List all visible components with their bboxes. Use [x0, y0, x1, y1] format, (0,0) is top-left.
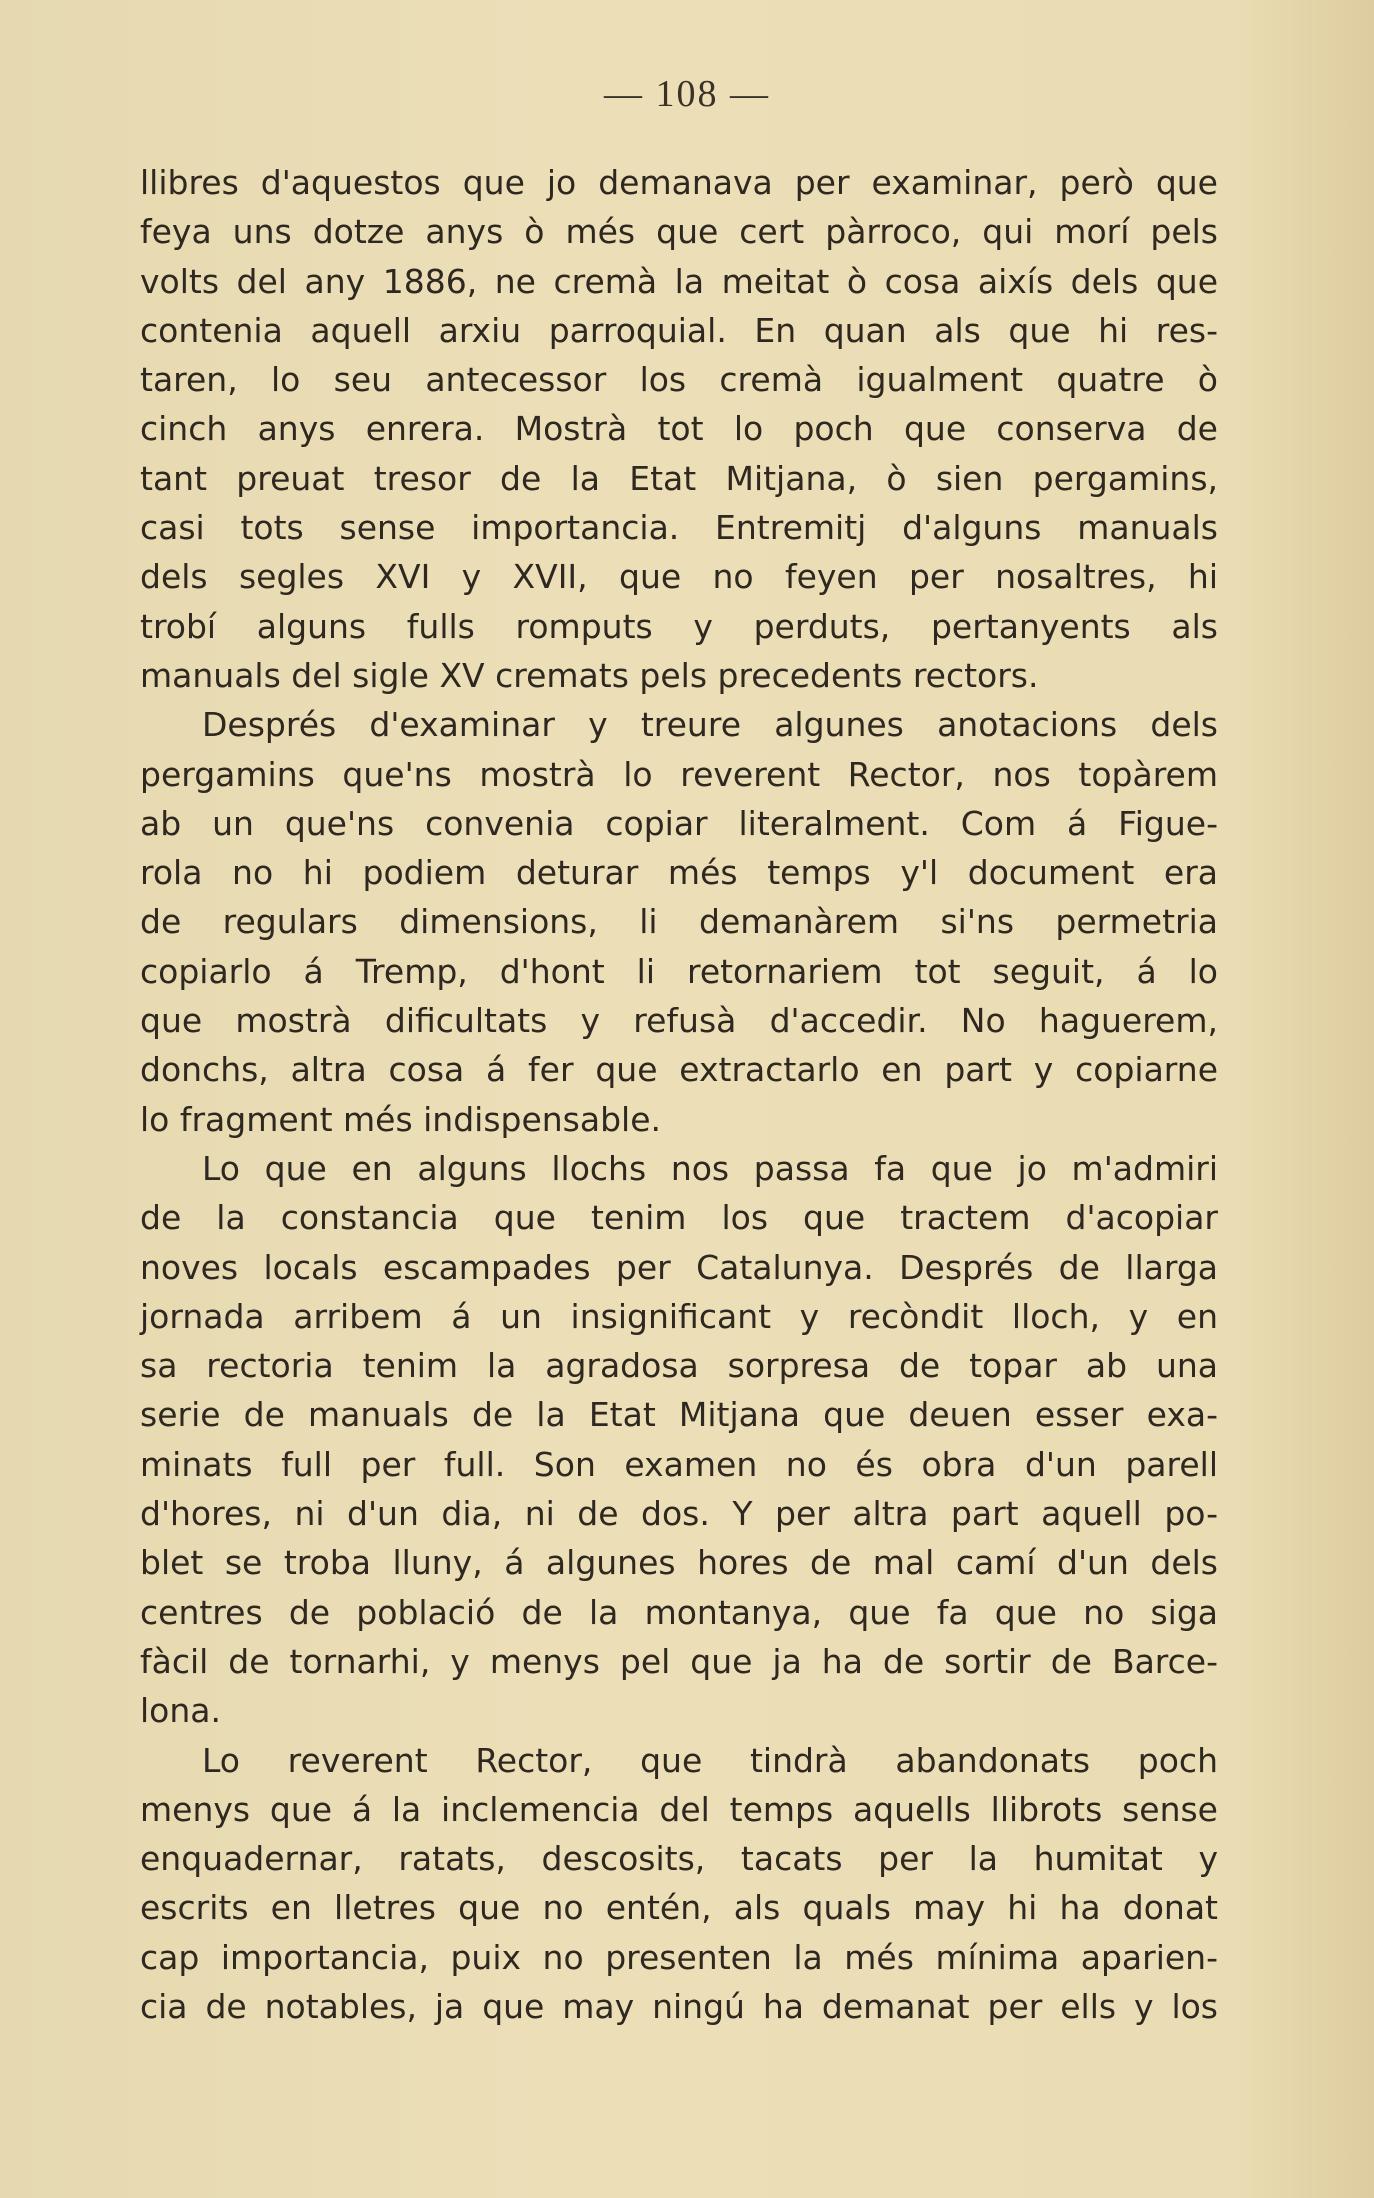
text-line: cinch anys enrera. Mostrà tot lo poch que conserva de: [140, 409, 1218, 449]
text-line: serie de manuals de la Etat Mitjana que deuen esser exa-: [140, 1395, 1218, 1435]
text-line: de regulars dimensions, li demanàrem si'ns permetria: [140, 902, 1218, 942]
text-line: taren, lo seu antecessor los cremà igualment quatre ò: [140, 360, 1218, 400]
text-line: d'hores, ni d'un dia, ni de dos. Y per altra part aquell po-: [140, 1494, 1218, 1534]
text-line: rola no hi podiem deturar més temps y'l document era: [140, 853, 1218, 893]
text-line: Lo reverent Rector, que tindrà abandonats poch: [202, 1740, 1218, 1780]
text-line: blet se troba lluny, á algunes hores de mal camí d'un dels: [140, 1543, 1218, 1583]
text-line: manuals del sigle XV cremats pels precedents rectors.: [140, 655, 1039, 695]
text-line: contenia aquell arxiu parroquial. En quan als que hi res-: [140, 310, 1218, 350]
text-line: trobí alguns fulls romputs y perduts, pertanyents als: [140, 606, 1218, 646]
text-line: Després d'examinar y treure algunes anotacions dels: [202, 705, 1218, 745]
text-line: donchs, altra cosa á fer que extractarlo en part y copiarne: [140, 1050, 1218, 1090]
text-line: noves locals escampades per Catalunya. Després de llarga: [140, 1247, 1218, 1287]
text-line: ab un que'ns convenia copiar literalment. Com á Figue-: [140, 803, 1218, 843]
page-number: — 108 —: [604, 73, 770, 115]
text-line: enquadernar, ratats, descosits, tacats per la humitat y: [140, 1839, 1218, 1879]
body-text: [140, 158, 1218, 2031]
text-line: escrits en lletres que no entén, als quals may hi ha donat: [140, 1888, 1218, 1928]
text-line: centres de població de la montanya, que fa que no siga: [140, 1592, 1218, 1632]
paragraph-1: [140, 158, 1218, 700]
text-line: pergamins que'ns mostrà lo reverent Rector, nos topàrem: [140, 754, 1218, 794]
text-line: minats full per full. Son examen no és obra d'un parell: [140, 1444, 1218, 1484]
text-line: lo fragment més indispensable.: [140, 1099, 662, 1139]
text-line: fàcil de tornarhi, y menys pel que ja ha de sortir de Barce-: [140, 1641, 1218, 1681]
text-line: cap importancia, puix no presenten la més mínima aparien-: [140, 1937, 1218, 1977]
text-line: Lo que en alguns llochs nos passa fa que jo m'admiri: [202, 1148, 1218, 1188]
text-line: casi tots sense importancia. Entremitj d'alguns manuals: [140, 508, 1218, 548]
text-line: jornada arribem á un insignificant y recòndit lloch, y en: [140, 1296, 1218, 1336]
paragraph-2: [140, 700, 1218, 1144]
text-line: de la constancia que tenim los que tractem d'acopiar: [140, 1198, 1218, 1238]
text-line: feya uns dotze anys ò més que cert pàrroco, qui morí pels: [140, 212, 1218, 252]
text-line: menys que á la inclemencia del temps aquells llibrots sense: [140, 1789, 1218, 1829]
text-line: copiarlo á Tremp, d'hont li retornariem tot seguit, á lo: [140, 951, 1218, 991]
text-line: volts del any 1886, ne cremà la meitat ò cosa aixís dels que: [140, 261, 1218, 301]
paragraph-3: [140, 1144, 1218, 1736]
text-line: lona.: [140, 1691, 221, 1731]
paragraph-4: [140, 1736, 1218, 2032]
text-line: sa rectoria tenim la agradosa sorpresa de topar ab una: [140, 1346, 1218, 1386]
text-line: que mostrà dificultats y refusà d'accedir. No haguerem,: [140, 1001, 1218, 1041]
text-line: tant preuat tresor de la Etat Mitjana, ò sien pergamins,: [140, 458, 1218, 498]
text-line: cia de notables, ja que may ningú ha demanat per ells y los: [140, 1986, 1218, 2026]
text-line: llibres d'aquestos que jo demanava per examinar, però que: [140, 163, 1218, 202]
text-line: dels segles XVI y XVII, que no feyen per nosaltres, hi: [140, 557, 1218, 597]
